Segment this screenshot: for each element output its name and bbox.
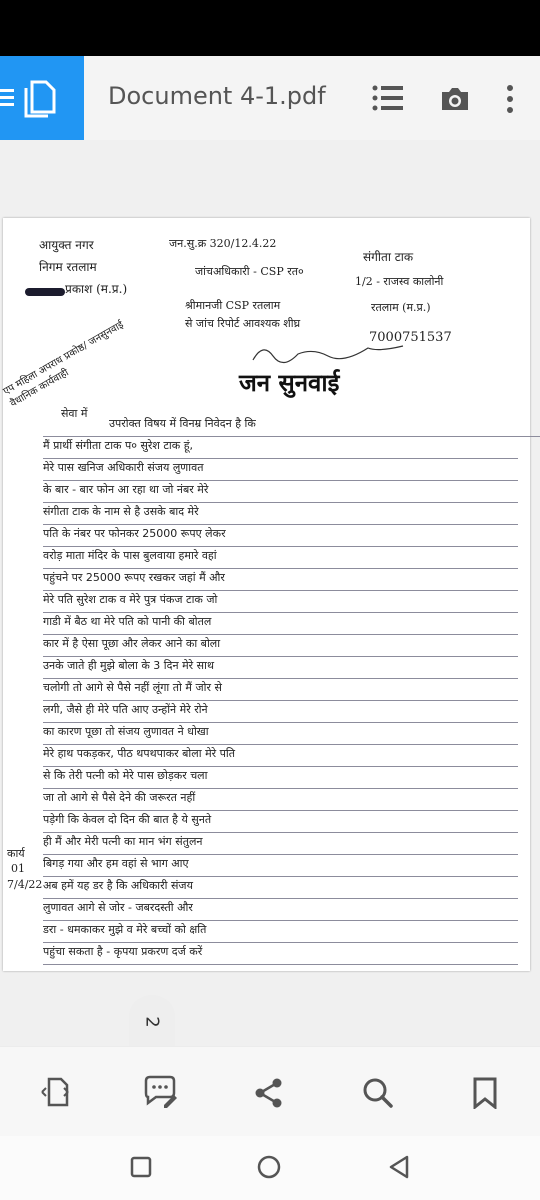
search-icon[interactable] xyxy=(362,1077,394,1109)
system-navigation-bar xyxy=(0,1136,540,1200)
body-line: जा तो आगे से पैसे देने की जरूरत नहीं xyxy=(43,788,518,811)
bookmark-icon[interactable] xyxy=(472,1077,498,1109)
body-line: चलोगी तो आगे से पैसे नहीं लूंगा तो मैं जोर से xyxy=(43,678,518,701)
body-line: अब हमें यह डर है कि अधिकारी संजय xyxy=(43,876,518,899)
body-line: गाडी में बैठ था मेरे पति को पानी की बोतल xyxy=(43,612,518,635)
body-line: कार में है ऐसा पूछा और लेकर आने का बोला xyxy=(43,634,518,657)
applicant-phone: 7000751537 xyxy=(369,330,452,345)
recent-apps-icon[interactable] xyxy=(130,1156,152,1178)
addressee-line-2: निगम रतलाम xyxy=(39,260,97,274)
body-line: पहुंचने पर 25000 रूपए रखकर जहां मैं और xyxy=(43,568,518,591)
body-line: का कारण पूछा तो संजय लुणावत ने धोखा xyxy=(43,722,518,745)
page-number-badge xyxy=(129,995,175,1047)
body-line: मैं प्रार्थी संगीता टाक प० सुरेश टाक हूं, xyxy=(43,436,518,459)
bottom-toolbar xyxy=(0,1046,540,1137)
app-bar xyxy=(0,56,540,141)
report-line: से जांच रिपोर्ट आवश्यक शीघ्र xyxy=(185,317,301,330)
stamp-heading: जन सुनवाई xyxy=(239,369,340,397)
signature-scribble xyxy=(248,342,408,368)
margin-note-1: कार्य xyxy=(7,847,25,860)
addressee-line-1: आयुक्त नगर xyxy=(39,238,94,252)
applicant-name: संगीता टाक xyxy=(363,250,414,264)
applicant-address: 1/2 - राजस्व कालोनी xyxy=(355,275,444,288)
body-line: मेरे हाथ पकड़कर, पीठ थपथपाकर बोला मेरे पति xyxy=(43,744,518,767)
body-line: संगीता टाक के नाम से है उसके बाद मेरे xyxy=(43,502,518,525)
body-line: के बार - बार फोन आ रहा था जो नंबर मेरे xyxy=(43,480,518,503)
body-line: लुणावत आगे से जोर - जबरदस्ती और xyxy=(43,898,518,921)
reference-number: जन.सु.क्र 320/12.4.22 xyxy=(169,237,277,250)
list-view-icon[interactable] xyxy=(372,84,404,112)
csp-line: श्रीमानजी CSP रतलाम xyxy=(185,299,281,312)
status-bar xyxy=(0,0,540,56)
body-line: पड़ेगी कि केवल दो दिन की बात है ये सुनते xyxy=(43,810,518,833)
back-icon[interactable] xyxy=(388,1155,410,1179)
margin-note-3: 7/4/22 xyxy=(7,878,43,891)
menu-button[interactable] xyxy=(0,56,84,140)
body-line: से कि तेरी पत्नी को मेरे पास छोड़कर चला xyxy=(43,766,518,789)
salutation: सेवा में xyxy=(61,407,88,420)
body-line: ही मैं और मेरी पत्नी का मान भंग संतुलन xyxy=(43,832,518,855)
camera-icon[interactable] xyxy=(440,86,470,112)
body-line: मेरे पति सुरेश टाक व मेरे पुत्र पंकज टाक जो xyxy=(43,590,518,613)
body-line: डरा - धमकाकर मुझे व मेरे बच्चों को क्षति xyxy=(43,920,518,943)
pdf-viewer[interactable] xyxy=(0,140,540,1046)
hamburger-icon xyxy=(0,86,16,108)
side-note: एप महिला अपराध प्रकोष्ठ/ जनसुनवाई वैधानिक कार्यवाही xyxy=(1,319,126,410)
body-line: उपरोक्त विषय में विनम्र निवेदन है कि xyxy=(43,414,540,437)
pdf-page xyxy=(3,218,530,971)
document-title: Document 4-1.pdf xyxy=(108,82,326,110)
body-line: बिगड़ गया और हम वहां से भाग आए xyxy=(43,854,518,877)
body-line: उनके जाते ही मुझे बोला के 3 दिन मेरे साथ xyxy=(43,656,518,679)
page-number: 2 xyxy=(141,1016,163,1028)
margin-note-2: 01 xyxy=(11,862,25,875)
more-options-icon[interactable] xyxy=(505,84,515,114)
page-navigation-icon[interactable] xyxy=(38,1075,72,1109)
body-line: पति के नंबर पर फोनकर 25000 रूपए लेकर xyxy=(43,524,518,547)
body-line: लगी, जैसे ही मेरे पति आए उन्होंने मेरे रोने xyxy=(43,700,518,723)
annotate-comment-icon[interactable] xyxy=(142,1075,178,1109)
body-line: वरोड़ माता मंदिर के पास बुलवाया हमारे वहां xyxy=(43,546,518,569)
addressee-line-3: प्रकाश (म.प्र.) xyxy=(65,282,128,296)
officer-line: जांचअधिकारी - CSP रत० xyxy=(195,265,304,278)
applicant-city: रतलाम (म.प्र.) xyxy=(371,301,431,314)
body-line: पहुंचा सकता है - कृपया प्रकरण दर्ज करें xyxy=(43,942,518,965)
home-icon[interactable] xyxy=(257,1155,281,1179)
document-icon xyxy=(22,78,60,118)
redaction-mark xyxy=(25,288,65,296)
share-icon[interactable] xyxy=(254,1077,284,1109)
body-line: मेरे पास खनिज अधिकारी संजय लुणावत xyxy=(43,458,518,481)
